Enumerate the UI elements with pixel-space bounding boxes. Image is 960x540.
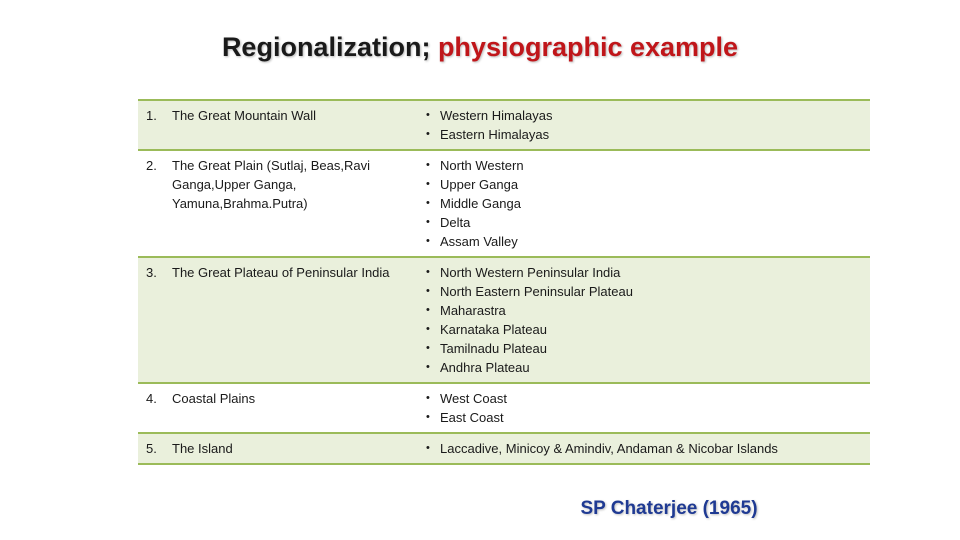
subregion-label: East Coast (440, 410, 504, 425)
subregion-label: Eastern Himalayas (440, 127, 550, 142)
bullet-icon: • (426, 235, 430, 247)
bullet-icon: • (426, 392, 430, 404)
region-label: Coastal Plains (172, 391, 256, 406)
subregion-label: Western Himalayas (440, 108, 553, 123)
bullet-icon: • (426, 266, 430, 278)
region-number: 4. (146, 391, 157, 406)
subregion-label: North Western Peninsular India (440, 265, 621, 280)
subregion-label: Delta (440, 215, 471, 230)
subregion-label: North Eastern Peninsular Plateau (440, 284, 633, 299)
region-label: The Great Plateau of Peninsular India (172, 265, 390, 280)
subregion-label: Andhra Plateau (440, 360, 530, 375)
subregion-label: Karnataka Plateau (440, 322, 547, 337)
subregion-label: Middle Ganga (440, 196, 521, 211)
citation: SP Chaterjee (1965) (580, 498, 758, 519)
region-number: 2. (146, 158, 157, 173)
bullet-icon: • (426, 178, 430, 190)
region-number: 1. (146, 108, 157, 123)
bullet-icon: • (426, 216, 430, 228)
title-part-black: Regionalization; (221, 32, 431, 62)
bullet-icon: • (426, 442, 430, 454)
bullet-icon: • (426, 285, 430, 297)
region-label: The Island (172, 441, 233, 456)
region-number: 3. (146, 265, 157, 280)
bullet-icon: • (426, 361, 430, 373)
region-label: The Great Plain (Sutlaj, Beas,Ravi Ganga,Upper Ganga, Yamuna,Brahma.Putra) (172, 158, 370, 211)
bullet-icon: • (426, 342, 430, 354)
bullet-icon: • (426, 304, 430, 316)
subregion-label: Tamilnadu Plateau (440, 341, 547, 356)
bullet-icon: • (426, 323, 430, 335)
region-label: The Great Mountain Wall (172, 108, 317, 123)
title-part-red: physiographic example (430, 32, 739, 62)
subregion-label: Maharastra (440, 303, 506, 318)
bullet-icon: • (426, 128, 430, 140)
bullet-icon: • (426, 411, 430, 423)
subregion-label: Upper Ganga (440, 177, 519, 192)
bullet-icon: • (426, 197, 430, 209)
bullet-icon: • (426, 109, 430, 121)
region-number: 5. (146, 441, 157, 456)
subregion-label: West Coast (440, 391, 507, 406)
subregion-label: North Western (440, 158, 524, 173)
subregion-label: Assam Valley (440, 234, 518, 249)
bullet-icon: • (426, 159, 430, 171)
subregion-label: Laccadive, Minicoy & Amindiv, Andaman & Nicobar Islands (440, 441, 778, 456)
